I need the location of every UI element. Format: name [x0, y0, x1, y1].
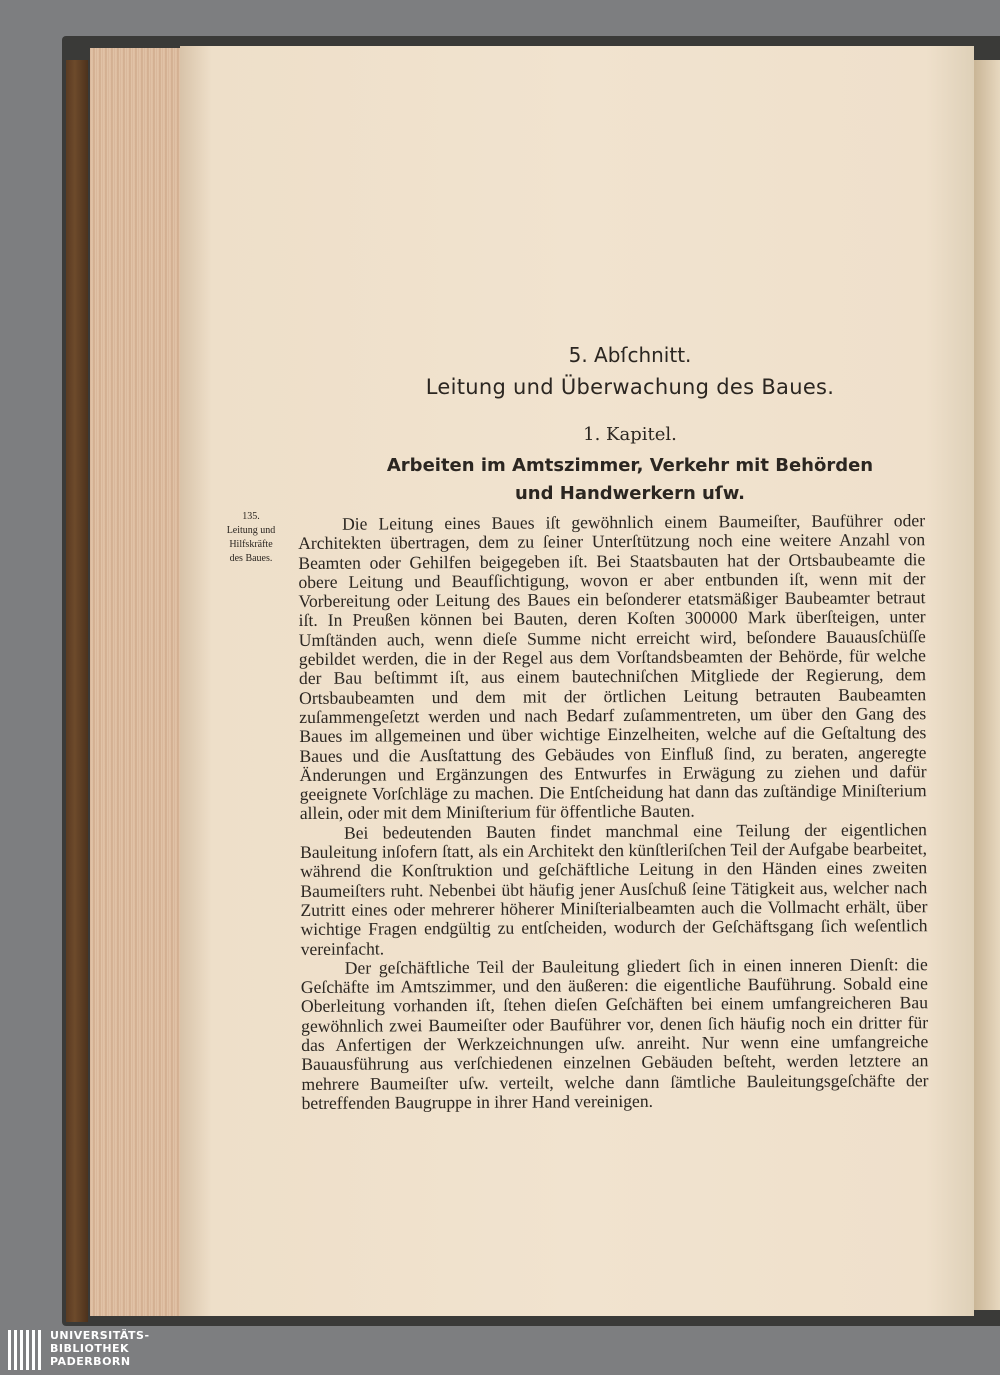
margin-note-line: Leitung und	[226, 525, 276, 536]
margin-note-line: Hilfskräfte	[229, 539, 273, 550]
library-logo-text	[50, 1329, 150, 1368]
paragraph: Die Leitung eines Baues iſt gewöhnlich einem Baumeiſter, Bauführer oder Architekten übertragen, dem zu ſeiner Unterſtützung noch eine weitere Anzahl von Beamten oder Gehilfen beigegeben iſt. Bei Staatsbauten hat der Ortsbaubeamte die obere Leitung und Beaufſichtigung, wovon er aber entbunden iſt, wenn mit der Vorbereitung oder Leitung des Baues ein beſonderer etatsmäßiger Baubeamter betraut iſt. In Preußen können bei Bauten, deren Koſten 300000 Mark überſteigen, unter Umſtänden auch, wenn dieſe Summe nicht erreicht wird, beſondere Bauausſchüſſe gebildet werden, die in der Regel aus dem Vorſtandsbeamten der Behörde, für welche der Bau beſtimmt iſt, aus einem bautechniſchen Mitgliede der Regierung, dem Ortsbaubeamten und dem mit der örtlichen Leitung betrauten Baubeamten zuſammengeſetzt werden und nach Bedarf zuſammentreten, um über den Gang des Baues im allgemeinen und über wichtige Einzelheiten, welche auf die Geſtaltung des Baues und die Ausſtattung des Gebäudes von Einfluß ſind, zu beraten, angeregte Änderungen und Ergänzungen des Entwurfes in Erwägung zu ziehen und dafür geeignete Vorſchläge zu machen. Die Entſcheidung hat dann das zuſtändige Miniſterium allein, oder mit dem Miniſterium für öffentliche Bauten.	[298, 510, 927, 824]
book-spine-edge	[66, 60, 88, 1322]
chapter-title-line-2: und Handwerkern uſw.	[514, 483, 746, 504]
library-logo-line: BIBLIOTHEK	[50, 1342, 130, 1355]
margin-note-number: 135.	[242, 511, 260, 522]
section-subtitle: Leitung und Überwachung des Baues.	[425, 375, 835, 399]
footer-bar	[0, 1326, 1000, 1375]
facing-page-edge	[974, 60, 1000, 1310]
paragraph: Bei bedeutenden Bauten findet manchmal eine Teilung der eigentlichen Bauleitung inſofern ſtatt, als ein Architekt den künſtleriſchen Teil der Aufgabe bearbeitet, während die Konſtruktion und geſchäftliche Leitung in den Händen eines zweiten Baumeiſters ruht. Nebenbei übt häufig jener Ausſchuß ſeine Tätigkeit aus, welcher nach Zutritt eines oder mehrerer höherer Miniſterialbeamten auch die Vollmacht erhält, über wichtige Fragen endgültig zu entſcheiden, wodurch der Geſchäftsgang ſich weſentlich vereinfacht.	[299, 818, 928, 959]
chapter-title-line-1: Arbeiten im Amtszimmer, Verkehr mit Behörden	[386, 455, 874, 476]
body-text	[298, 511, 929, 1113]
paragraph: Der geſchäftliche Teil der Bauleitung gliedert ſich in einen inneren Dienſt: die Geſchäfte im Amtszimmer, und den äußeren: die eigentliche Bauführung. Sobald eine Oberleitung vorhanden iſt, ſtehen dieſen Geſchäften bei einem umfangreicheren Bau gewöhnlich zwei Baumeiſter oder Bauführer vor, denen ſich häufig noch ein dritter für das Anfertigen der Werkzeichnungen uſw. anreiht. Nur wenn eine umfangreiche Bauausführung aus verſchiedenen einzelnen Gebäuden beſteht, werden letztere an mehrere Baumeiſter uſw. verteilt, welche dann ſämtliche Bauleitungsgeſchäfte der betreffenden Baugruppe in ihrer Hand vereinigen.	[300, 953, 929, 1113]
margin-note-line: des Baues.	[229, 553, 273, 564]
library-logo-icon	[8, 1330, 42, 1370]
chapter-label: 1. Kapitel.	[583, 424, 677, 445]
margin-note	[208, 510, 294, 566]
library-logo-line: PADERBORN	[50, 1355, 131, 1368]
section-title: 5. Abſchnitt.	[568, 343, 692, 367]
page-stack-edge	[90, 48, 182, 1316]
library-logo-line: UNIVERSITÄTS-	[50, 1329, 150, 1342]
